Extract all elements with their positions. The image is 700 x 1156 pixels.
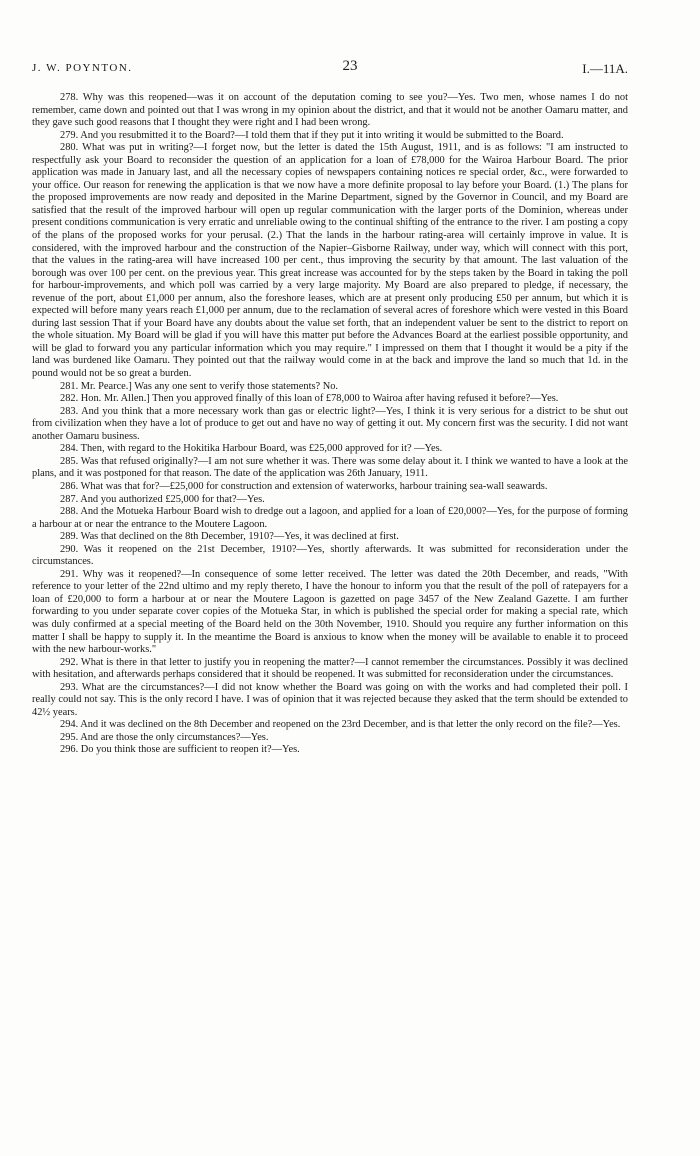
paragraph-279: 279. And you resubmitted it to the Board?—I told them that if they put it into writing it would be submitted to the Board.	[60, 129, 564, 141]
paragraph-293: 293. What are the circumstances?—I did not know whether the Board was going on with the works and had completed their poll. I really could not say. This is the only record I have. I was of opinion that it was rejected because they asked that the term should be extended to 42½ years.	[32, 681, 628, 718]
paragraph-287: 287. And you authorized £25,000 for that?—Yes.	[60, 493, 265, 505]
paragraph-292: 292. What is there in that letter to justify you in reopening the matter?—I cannot remember the circumstances. Possibly it was declined with hesitation, and afterwards perhaps considered that it should be reopened. It was submitted for reconsideration under the circumstances.	[32, 656, 628, 681]
paragraph-282: 282. Hon. Mr. Allen.] Then you approved finally of this loan of £78,000 to Wairoa after having refused it before?—Yes.	[60, 393, 559, 405]
paragraph-289: 289. Was that declined on the 8th December, 1910?—Yes, it was declined at first.	[60, 531, 399, 543]
paragraph-285: 285. Was that refused originally?—I am not sure whether it was. There was some delay about it. I think we wanted to have a look at the plans, and it was postponed for that reason. The date of the application was 26th January, 1911.	[32, 455, 628, 480]
paragraph-280: 280. What was put in writing?—I forget now, but the letter is dated the 15th August, 1911, and is as follows: "I am instructed to respectfully ask your Board to reconsider the question of an application for a loan of £78,000 for the Wairoa Harbour Board. The prior application was made in January last, and all the necessary copies of newspapers containing notices re special order, &c., were forwarded to your office. Our reason for renewing the application is that we now have a more definite proposal to lay before your Board. (1.) The plans for the proposed improvements are now ready and deposited in the Marine Department, signed by the Governor in Council, and my Board are satisfied that the result of the improved harbour will open up regular communication with the larger ports of the Dominion, whereas under present conditions communication is very erratic and unreliable owing to the continual shifting of the entrance to the river. I am posting a copy of the plans of the proposed works for your perusal. (2.) That the lands in the harbour rating-area will certainly improve in value. It is considered, with the improved harbour and the construction of the Napier–Gisborne Railway, under way, which will connect with this port, that the values in the rating-area will have increased 100 per cent., thus improving the security by that amount. The last valuation of the borough was over 100 per cent. on the previous year. This great increase was accounted for by the steps taken by the Board in taking the poll for harbour-improvements, and which poll was carried by a very large majority. My Board are also prepared to pledge, if necessary, the revenue of the port, about £1,000 per annum, also the foreshore leases, which are at present only producing £50 per annum, but which it is expected will before many years reach £1,000 per annum, due to the reclamation of several acres of foreshore which were vested in this Board during last session That if your Board have any doubts about the value set forth, that an independent valuer be sent to the district to report on the whole situation. My Board will be glad if you will have this matter put before the Advances Board at the earliest possible opportunity, and will be glad to forward you any particular information which you may require." I impressed on them that I thought it would be a pity if the land was burdened like Oamaru. They pointed out that the railway would come in at the back and improve the land so much that 1d. in the pound would not be so great a burden.	[32, 142, 628, 380]
paragraph-281: 281. Mr. Pearce.] Was any one sent to verify those statements? No.	[60, 380, 339, 392]
paragraph-295: 295. And are those the only circumstances?—Yes.	[60, 731, 269, 743]
paragraph-288: 288. And the Motueka Harbour Board wish to dredge out a lagoon, and applied for a loan of £20,000?—Yes, for the purpose of forming a harbour at or near the entrance to the Moutere Lagoon.	[32, 506, 628, 530]
paper-reference: I.—11A.	[582, 61, 628, 76]
evidence-body	[32, 92, 628, 757]
paragraph-296: 296. Do you think those are sufficient to reopen it?—Yes.	[60, 744, 300, 756]
paragraph-286: 286. What was that for?—£25,000 for construction and extension of waterworks, harbour training sea-wall seawards.	[60, 480, 548, 492]
paragraph-284: 284. Then, with regard to the Hokitika Harbour Board, was £25,000 approved for it? —Yes.	[60, 443, 443, 455]
paragraph-278: 278. Why was this reopened—was it on account of the deputation coming to see you?—Yes. Two men, whose names I do not remember, came down and pointed out that I was wrong in my opinion about the district, and that it would not be another Oamaru matter, and they gave such good reasons that I thought they were right and I had been wrong.	[32, 92, 628, 129]
paragraph-294: 294. And it was declined on the 8th December and reopened on the 23rd December, and is that letter the only record on the file?—Yes.	[60, 719, 621, 731]
paragraph-283: 283. And you think that a more necessary work than gas or electric light?—Yes, I think it is very serious for a district to be shut out from civilization when they have a lot of produce to get out and have no way of getting it out. My concern first was the security. I did not want another Oamaru business.	[32, 405, 628, 442]
running-header-witness: J. W. POYNTON.	[32, 62, 133, 74]
paragraph-290: 290. Was it reopened on the 21st December, 1910?—Yes, shortly afterwards. It was submitted for reconsideration under the circumstances.	[32, 543, 628, 568]
paragraph-291: 291. Why was it reopened?—In consequence of some letter received. The letter was dated the 20th December, and reads, "With reference to your letter of the 22nd ultimo and my reply thereto, I have the honour to inform you that the result of the poll of ratepayers for a loan of £20,000 to form a harbour at or near the Moutere Lagoon is gazetted on page 3457 of the New Zealand Gazette. I am further forwarding to you under separate cover copies of the Motueka Star, in which is published the special order for making a special rate, which was duly confirmed at a special meeting of the Board held on the 30th November, 1910. Should you require any further information on this matter I shall be happy to supply it. In the meantime the Board is anxious to know when the money will be available to enable it to proceed with the new harbour-works."	[32, 568, 628, 656]
page-number: 23	[342, 58, 358, 74]
